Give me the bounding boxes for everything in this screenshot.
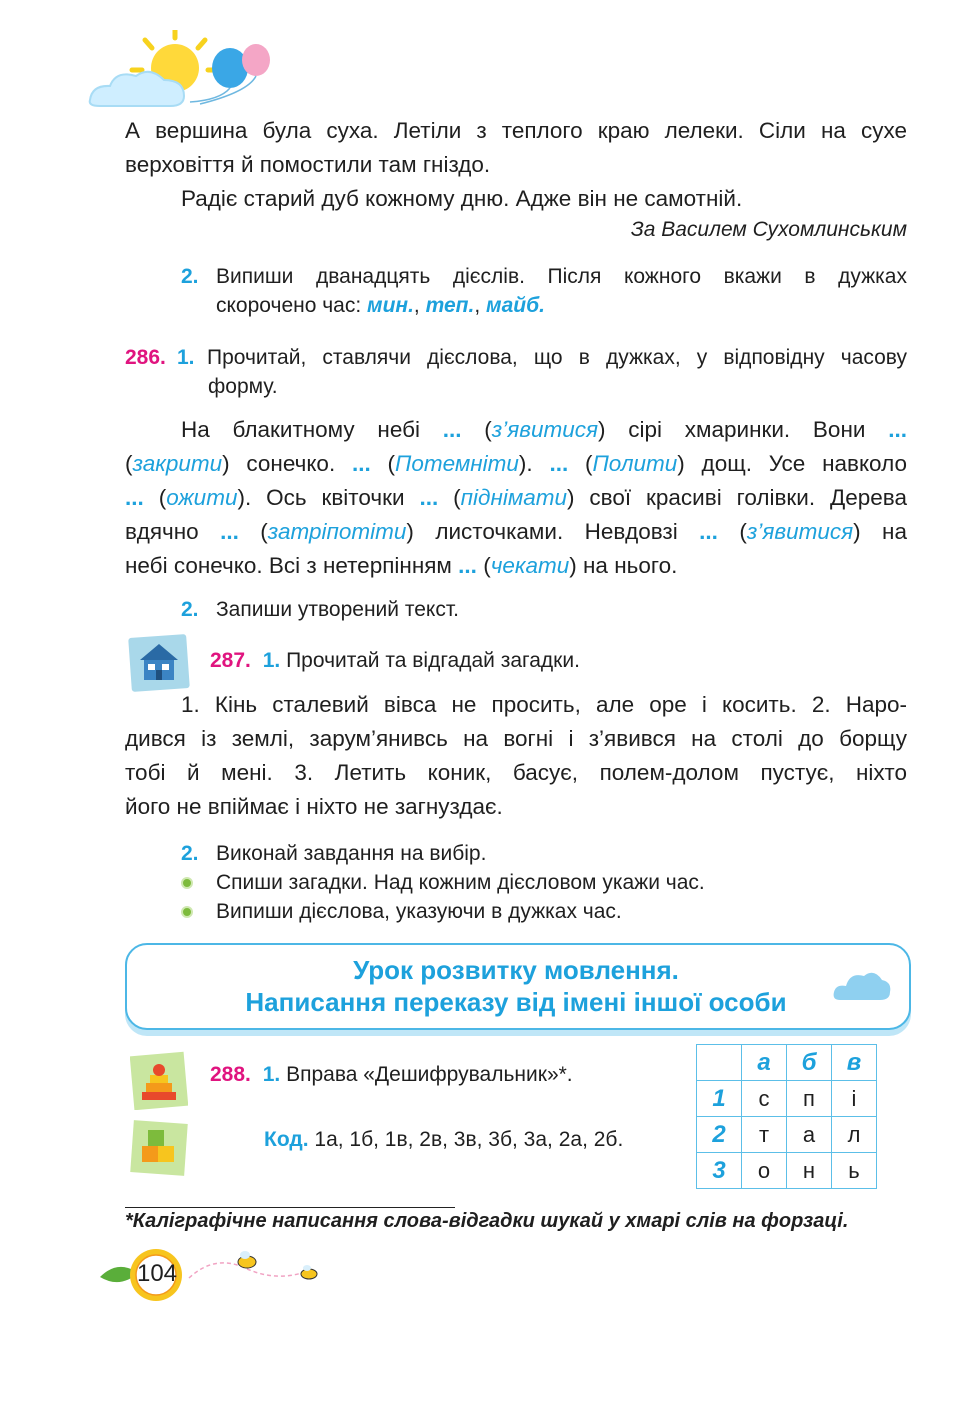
task-number: 2. [181,842,199,865]
table-cell: ь [832,1153,877,1189]
text-fragment: ( [387,451,396,476]
task-number: 1. [177,346,195,369]
text-line: Радіє старий дуб кожному дню. Адже він не самотній. [181,186,743,211]
text-line [125,481,907,515]
gap-dots: ... [442,417,462,442]
text-line: його не впіймає і ніхто не загнуздає. [125,794,503,819]
balloons-icon [190,44,270,104]
task-text: Виконай завдання на вибір. [216,842,487,865]
verb: ожити [166,485,238,510]
text-fragment: ). Ось квіточки [237,485,405,510]
verb: піднімати [460,485,568,510]
text-fragment: ( [260,519,268,544]
text-fragment: ( [453,485,461,510]
table-cell: і [832,1081,877,1117]
task-number: 2. [181,598,199,621]
text-fragment: ( [158,485,167,510]
verb: з’явитися [746,519,854,544]
header-decoration [80,30,290,115]
riddles-text [125,688,907,824]
text-line: тобі й мені. 3. Летить коник, басує, полем-долом пустує, ніхто [125,760,907,785]
text-line: А вершина була суха. Летіли з теплого краю лелеки. Сіли на сухе [125,118,907,143]
exercise-287-header [210,646,580,675]
table-cell: а [787,1117,832,1153]
gap-dots: ... [220,519,239,544]
page-number: 104 [136,1260,178,1287]
column-header: а [742,1045,787,1081]
bullet-icon [181,868,216,897]
code-label: Код. [264,1128,309,1151]
task-286-2 [181,595,459,624]
table-corner-cell [697,1045,742,1081]
text-line: дився із землі, зарум’янивсь на вогні і з’явився на столі до борщу [125,726,907,751]
task-text: Випиши дванадцять дієслів. Після кожного вкажи в дужках [216,265,907,288]
exercise-286-header [125,343,907,401]
separator: , [474,294,481,317]
table-cell: л [832,1117,877,1153]
code-sequence: 1а, 1б, 1в, 2в, 3в, 3б, 3а, 2а, 2б. [314,1128,624,1151]
banner-title-line1: Урок розвитку мовлення. [353,955,679,985]
text-line [125,114,907,182]
task-285-2 [181,262,907,320]
task-text: Прочитай, ставлячи дієслова, що в дужках, у відповідну часову [207,346,907,369]
verb: закрити [132,451,223,476]
abbr-past: мин. [367,294,414,317]
task-287-2 [181,839,705,926]
table-row [697,1117,877,1153]
row-header: 1 [697,1081,742,1117]
option-text: Спиши загадки. Над кожним дієсловом укажи час. [216,871,705,894]
text-fragment: ( [483,553,491,578]
gap-dots: ... [549,451,569,476]
exercise-number: 288. [210,1063,251,1086]
text-fragment: На блакитному небі [181,417,420,442]
footnote: *Каліграфічне написання слова-відгадки шукай у хмарі слів на форзаці. [125,1210,849,1232]
verb: Полити [592,451,678,476]
text-line [125,413,907,447]
table-cell: п [787,1081,832,1117]
bullet-icon [181,897,216,926]
gap-dots: ... [888,417,907,442]
text-fragment: вдячно [125,519,199,544]
option-text: Випиши дієслова, указуючи в дужках час. [216,900,622,923]
house-icon [128,634,190,692]
text-fragment: ). [518,451,533,476]
exercise-286-text [125,413,907,583]
text-fragment: ) свої красиві голівки. Дерева [567,485,907,510]
verb: з’явитися [491,417,599,442]
column-header: в [832,1045,877,1081]
table-cell: о [742,1153,787,1189]
exercise-number: 286. [125,346,166,369]
exercise-288-header [210,1060,573,1089]
text-fragment: ) сірі хмаринки. Вони [598,417,866,442]
text-fragment: ) на нього. [569,553,678,578]
verb: чекати [490,553,570,578]
gap-dots: ... [419,485,439,510]
text-line [125,515,907,549]
text-line: 1. Кінь сталевий вівса не просить, але оре і косить. 2. Наро- [181,692,907,717]
column-header: б [787,1045,832,1081]
text-fragment: ) на [853,519,907,544]
author-line: За Василем Сухомлинським [630,218,907,241]
pyramid-toy-icon [130,1050,188,1110]
cloud-icon [832,966,892,1004]
table-cell: с [742,1081,787,1117]
banner-title-line2: Написання переказу від імені іншої особи [245,987,787,1017]
text-fragment: небі сонечко. Всі з нетерпінням [125,553,452,578]
task-text: Прочитай та відгадай загадки. [286,649,580,672]
footnote-divider [125,1207,455,1208]
text-fragment: ) сонечко. [222,451,336,476]
gap-dots: ... [458,553,477,578]
verb: затріпотіти [267,519,407,544]
task-text: Вправа «Дешифрувальник»*. [286,1063,573,1086]
task-number: 1. [262,649,281,672]
abbr-present: теп. [425,294,475,317]
table-cell: т [742,1117,787,1153]
task-text: Запиши утворений текст. [216,598,459,621]
row-header: 3 [697,1153,742,1189]
text-fragment: ) дощ. Усе навколо [677,451,907,476]
table-row [697,1153,877,1189]
exercise-number: 287. [210,649,251,672]
abbr-future: майб. [486,294,545,317]
cipher-table [696,1044,877,1189]
text-fragment: ( [739,519,747,544]
code-line [264,1125,623,1154]
verb: Потемніти [395,451,519,476]
text-line [125,447,907,481]
task-text: скорочено час: [216,294,362,317]
table-row [697,1081,877,1117]
task-number: 1. [262,1063,281,1086]
text-fragment: ( [125,451,133,476]
text-fragment: ) листочками. Невдовзі [406,519,678,544]
task-number: 2. [181,265,199,288]
task-text: форму. [208,375,278,398]
letter-blocks-icon [130,1120,188,1176]
text-fragment: ( [585,451,593,476]
row-header: 2 [697,1117,742,1153]
text-line: верховіття й помостили там гніздо. [125,152,491,177]
table-row [697,1045,877,1081]
bees-icon [185,1248,325,1288]
gap-dots: ... [699,519,718,544]
text-fragment: ( [484,417,492,442]
gap-dots: ... [351,451,371,476]
text-line [125,549,907,583]
separator: , [413,294,420,317]
gap-dots: ... [125,485,144,510]
table-cell: н [787,1153,832,1189]
